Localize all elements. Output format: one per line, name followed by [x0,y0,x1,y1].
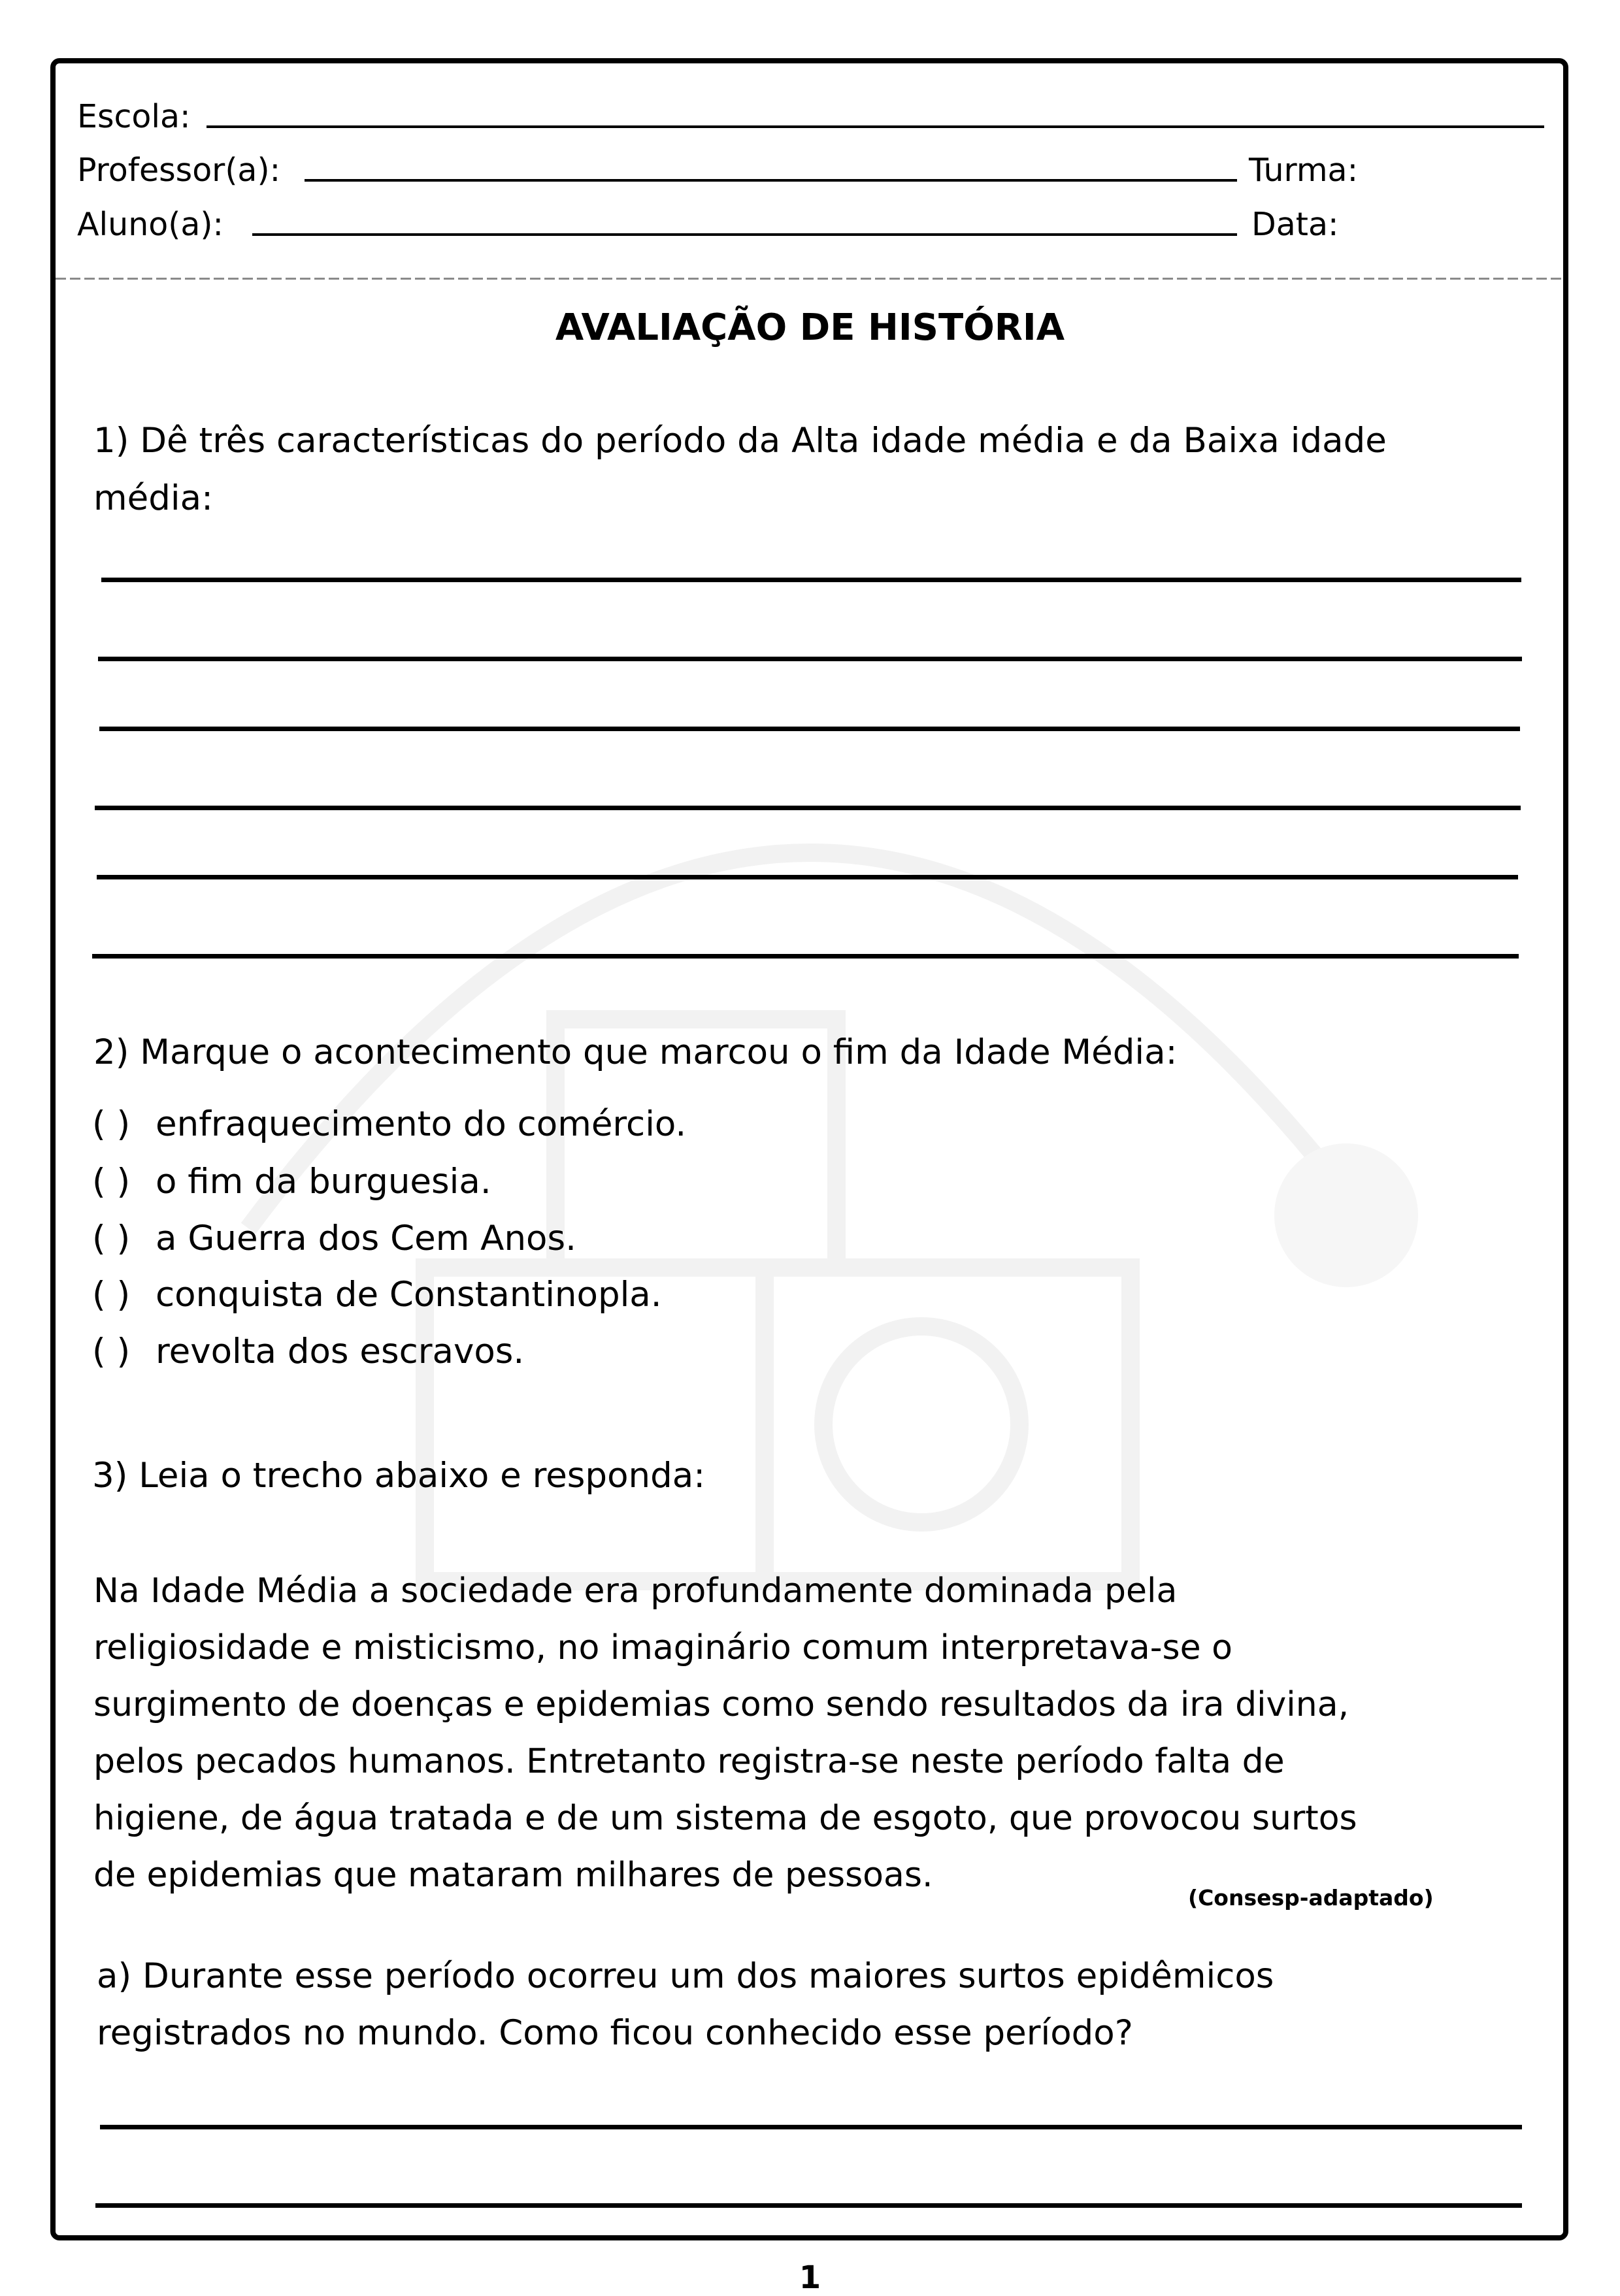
option-checkbox[interactable]: ( ) [92,1104,131,1144]
passage-line: surgimento de doenças e epidemias como sendo resultados da ira divina, [93,1685,1349,1724]
option-checkbox[interactable]: ( ) [92,1219,131,1258]
option-checkbox[interactable]: ( ) [92,1332,131,1371]
passage-line: higiene, de água tratada e de um sistema de esgoto, que provocou surtos [93,1799,1357,1838]
passage-source: (Consesp-adaptado) [1188,1885,1434,1911]
option-label: a Guerra dos Cem Anos. [156,1219,576,1258]
option-item[interactable] [92,1221,576,1256]
option-label: conquista de Constantinopla. [156,1275,662,1315]
answer-line[interactable] [92,954,1519,959]
passage-line: Na Idade Média a sociedade era profundamente dominada pela [93,1571,1178,1611]
option-item[interactable] [92,1334,524,1369]
option-item[interactable] [92,1162,491,1202]
answer-line[interactable] [95,2203,1522,2208]
option-item[interactable] [92,1104,687,1144]
student-input-line[interactable] [252,233,1237,236]
option-checkbox[interactable]: ( ) [92,1275,131,1315]
option-checkbox[interactable]: ( ) [92,1162,131,1202]
option-label: revolta dos escravos. [156,1332,525,1371]
school-label: Escola: [77,98,191,135]
teacher-input-line[interactable] [305,179,1237,182]
page-number: 1 [799,2259,821,2296]
option-item[interactable] [92,1275,662,1315]
header-divider [56,278,1565,280]
passage-line: pelos pecados humanos. Entretanto registra-se neste período falta de [93,1742,1285,1781]
question-2-text: 2) Marque o acontecimento que marcou o fim da Idade Média: [93,1032,1178,1072]
answer-line[interactable] [97,875,1518,879]
passage-line: de epidemias que mataram milhares de pessoas. [93,1856,933,1895]
page-title: AVALIAÇÃO DE HISTÓRIA [555,306,1065,349]
sub-question-a-text-cont: registrados no mundo. Como ficou conhecido esse período? [97,2013,1133,2053]
question-3-text: 3) Leia o trecho abaixo e responda: [92,1456,706,1496]
answer-line[interactable] [101,578,1521,582]
answer-line[interactable] [95,806,1521,810]
question-1-text: 1) Dê três características do período da Alta idade média e da Baixa idade [93,421,1387,461]
date-label: Data: [1251,206,1339,243]
sub-question-a-text: a) Durante esse período ocorreu um dos maiores surtos epidêmicos [97,1956,1274,1996]
answer-line[interactable] [98,657,1522,661]
teacher-label: Professor(a): [77,152,281,189]
answer-line[interactable] [99,727,1520,731]
class-label: Turma: [1249,152,1359,189]
school-input-line[interactable] [207,125,1544,128]
question-1-text-cont: média: [93,478,213,518]
answer-line[interactable] [100,2125,1522,2129]
option-label: enfraquecimento do comércio. [156,1104,687,1144]
option-label: o fim da burguesia. [156,1162,491,1202]
passage-line: religiosidade e misticismo, no imaginário comum interpretava-se o [93,1628,1232,1667]
student-label: Aluno(a): [77,206,223,243]
page-frame [50,58,1568,2240]
